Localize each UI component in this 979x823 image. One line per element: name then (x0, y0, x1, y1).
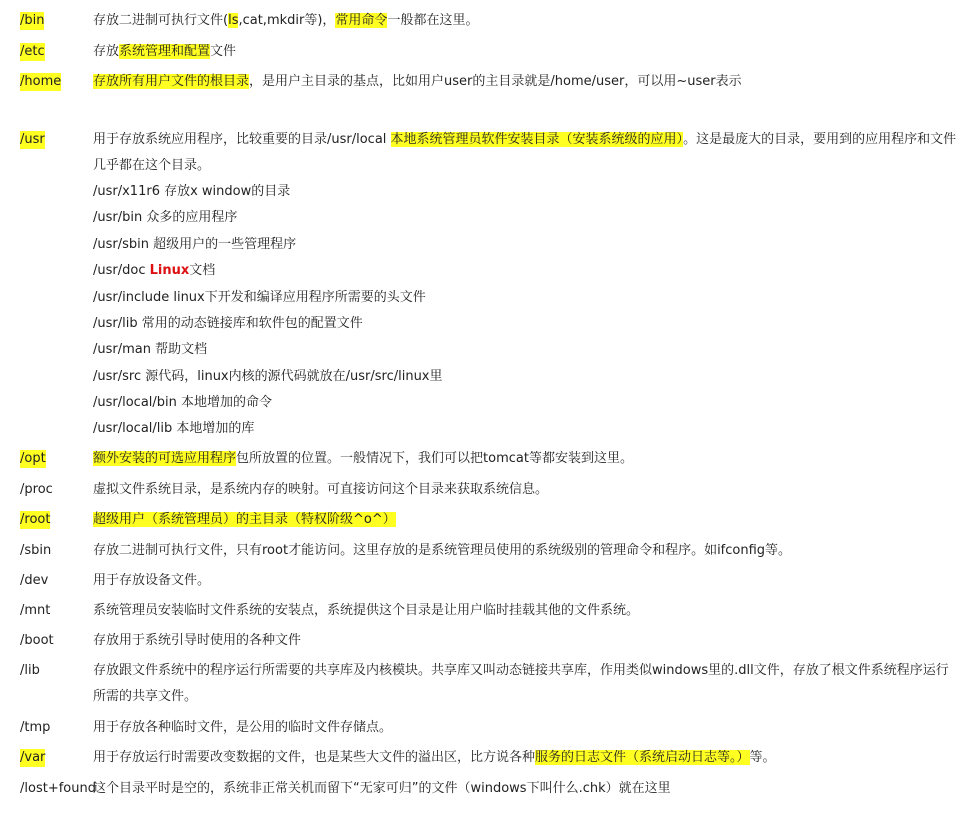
linux-link-text: Linux (149, 263, 190, 278)
directory-description (93, 598, 959, 624)
directory-path: /bin (20, 13, 45, 28)
text-segment: 用于存放运行时需要改变数据的文件，也是某些大文件的溢出区，比方说各种 (93, 750, 536, 765)
text-segment: 。这是最庞大的目录，要用到的应用程序和文件几乎都在这个目录。 (93, 132, 957, 173)
directory-description (93, 8, 959, 34)
text-segment: ，是用户主目录的基点，比如用户user的主目录就是/home/user，可以用~user表示 (249, 74, 742, 89)
text-segment: /usr/x11r6 存放x window的目录 (93, 184, 291, 199)
directory-description (93, 658, 959, 710)
directory-description (93, 127, 959, 179)
highlighted-text: 常用命令 (335, 13, 388, 28)
directory-path: /tmp (20, 720, 51, 735)
text-segment: 包所放置的位置。一般情况下，我们可以把tomcat等都安装到这里。 (236, 451, 633, 466)
highlighted-text: 服务的日志文件（系统启动日志等。） (535, 750, 750, 765)
text-segment: 等。 (749, 750, 776, 765)
text-segment: ,cat,mkdir等)， (238, 13, 336, 28)
directory-path: /usr (20, 132, 45, 147)
text-segment: /usr/doc (93, 263, 150, 278)
directory-path: /etc (20, 44, 45, 59)
usr-subdirectory-line (93, 368, 959, 386)
text-segment: 存放跟文件系统中的程序运行所需要的共享库及内核模块。共享库又叫动态链接共享库，作用类似windows里的.dll文件，存放了根文件系统程序运行所需的共享文件。 (93, 663, 949, 704)
text-segment: 存放二进制可执行文件，只有root才能访问。这里存放的是系统管理员使用的系统级别的管理命令和程序。如ifconfig等。 (93, 543, 792, 558)
usr-subdirectory-line (93, 262, 959, 280)
text-segment: 这个目录平时是空的，系统非正常关机而留下“无家可归”的文件（windows下叫什么.chk）就在这里 (93, 781, 671, 796)
directory-description (93, 446, 959, 472)
usr-subdirectory-line (93, 236, 959, 254)
directory-description (93, 39, 959, 65)
directory-path: /sbin (20, 543, 52, 558)
text-segment: 系统管理员安装临时文件系统的安装点，系统提供这个目录是让用户临时挂载其他的文件系统。 (93, 603, 640, 618)
directory-path: /opt (20, 451, 46, 466)
text-segment: 文件 (210, 44, 237, 59)
directory-description (93, 477, 959, 503)
highlighted-text: 系统管理和配置 (119, 44, 211, 59)
usr-subdirectory-line (93, 209, 959, 227)
text-segment: /usr/lib 常用的动态链接库和软件包的配置文件 (93, 316, 363, 331)
text-segment: 一般都在这里。 (387, 13, 479, 28)
text-segment: 虚拟文件系统目录，是系统内存的映射。可直接访问这个目录来获取系统信息。 (93, 482, 549, 497)
directory-description (93, 628, 959, 654)
directory-path: /lost+found (20, 781, 96, 796)
usr-subdirectory-line (93, 289, 959, 307)
directory-description (93, 568, 959, 594)
text-segment: /usr/bin 众多的应用程序 (93, 210, 238, 225)
text-segment: /usr/local/bin 本地增加的命令 (93, 395, 273, 410)
usr-subdirectory-line (93, 394, 959, 412)
text-segment: /usr/src 源代码，linux内核的源代码就放在/usr/src/linux里 (93, 369, 443, 384)
directory-path: /root (20, 512, 51, 527)
directory-path: /mnt (20, 603, 51, 618)
highlighted-text: 本地系统管理员软件安装目录（安装系统级的应用） (390, 132, 684, 147)
text-segment: 用于存放各种临时文件，是公用的临时文件存储点。 (93, 720, 393, 735)
text-segment: /usr/man 帮助文档 (93, 342, 208, 357)
highlighted-text: 超级用户（系统管理员）的主目录（特权阶级^o^） (93, 512, 396, 527)
directory-description (93, 507, 959, 533)
directory-path: /boot (20, 633, 54, 648)
text-segment: 存放二进制可执行文件( (93, 13, 229, 28)
directory-description (93, 715, 959, 741)
directory-description (93, 745, 959, 771)
usr-subdirectory-line (93, 315, 959, 333)
directory-path: /var (20, 750, 46, 765)
directory-description (93, 776, 959, 802)
usr-subdirectory-line (93, 420, 959, 438)
text-segment: /usr/include linux下开发和编译应用程序所需要的头文件 (93, 290, 426, 305)
directory-path: /dev (20, 573, 49, 588)
text-segment: /usr/local/lib 本地增加的库 (93, 421, 255, 436)
text-segment: 文档 (189, 263, 216, 278)
directory-description (93, 538, 959, 564)
highlighted-text: 存放所有用户文件的根目录 (93, 74, 250, 89)
usr-subdirectory-line (93, 341, 959, 359)
directory-path: /proc (20, 482, 53, 497)
directory-path: /home (20, 74, 62, 89)
text-segment: 用于存放设备文件。 (93, 573, 211, 588)
text-segment: 用于存放系统应用程序，比较重要的目录/usr/local (93, 132, 391, 147)
text-segment: 存放 (93, 44, 120, 59)
text-segment: 存放用于系统引导时使用的各种文件 (93, 633, 302, 648)
usr-subdirectory-line (93, 183, 959, 201)
highlighted-text: ls (228, 13, 239, 28)
directory-description (93, 69, 959, 95)
text-segment: /usr/sbin 超级用户的一些管理程序 (93, 237, 297, 252)
directory-path: /lib (20, 663, 40, 678)
highlighted-text: 额外安装的可选应用程序 (93, 451, 237, 466)
